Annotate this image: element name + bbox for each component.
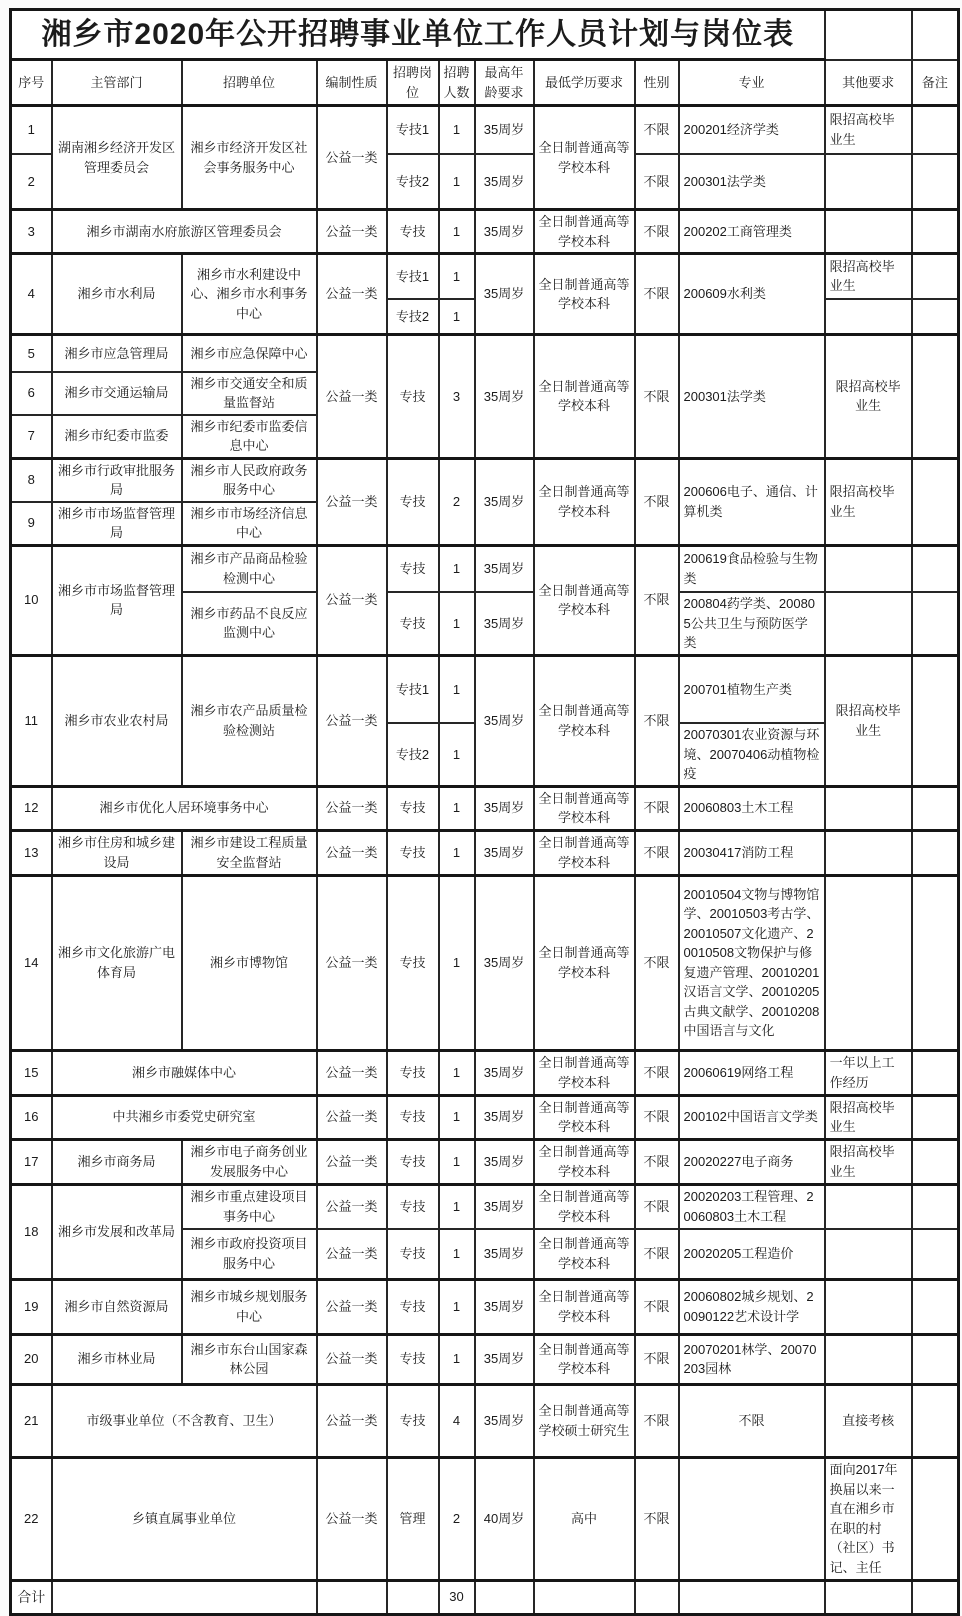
cell-unit: 湘乡市水利建设中心、湘乡市水利事务中心 <box>182 254 317 335</box>
table-row <box>11 1384 959 1457</box>
cell-age: 35周岁 <box>475 1184 534 1229</box>
cell-post: 专技 <box>387 1095 439 1139</box>
cell-type: 公益一类 <box>317 1229 387 1279</box>
cell-type: 公益一类 <box>317 830 387 875</box>
cell-department: 湘乡市纪委市监委 <box>52 415 182 459</box>
table-row <box>11 830 959 875</box>
cell-post: 专技 <box>387 335 439 459</box>
cell-note <box>912 875 959 1050</box>
cell-count: 2 <box>439 458 475 545</box>
cell-post: 专技 <box>387 1279 439 1334</box>
cell-unit: 湘乡市电子商务创业发展服务中心 <box>182 1139 317 1184</box>
cell-post: 专技1 <box>387 655 439 723</box>
cell-note <box>912 1457 959 1580</box>
cell-gender: 不限 <box>635 1384 679 1457</box>
cell-count: 1 <box>439 592 475 655</box>
cell-count: 2 <box>439 1457 475 1580</box>
cell-post: 专技 <box>387 458 439 545</box>
cell-education: 全日制普通高等学校本科 <box>534 830 635 875</box>
cell-note <box>912 1229 959 1279</box>
cell-other: 一年以上工作经历 <box>825 1050 912 1095</box>
cell-note <box>912 1279 959 1334</box>
cell-type: 公益一类 <box>317 1457 387 1580</box>
cell-count: 1 <box>439 545 475 592</box>
cell-gender: 不限 <box>635 655 679 786</box>
table-row <box>11 786 959 830</box>
cell-unit: 湘乡市人民政府政务服务中心 <box>182 458 317 502</box>
table-row <box>11 254 959 299</box>
cell-education: 全日制普通高等学校本科 <box>534 335 635 459</box>
table-row <box>11 1050 959 1095</box>
col-post: 招聘岗位 <box>387 60 439 106</box>
cell-note <box>912 1384 959 1457</box>
cell-major: 200301法学类 <box>679 154 825 210</box>
cell-serial: 5 <box>11 335 52 372</box>
cell-other: 限招高校毕业生 <box>825 106 912 154</box>
cell-post: 专技 <box>387 830 439 875</box>
cell-unit: 湘乡市城乡规划服务中心 <box>182 1279 317 1334</box>
cell-education: 全日制普通高等学校本科 <box>534 875 635 1050</box>
title-filler-cell <box>825 10 912 60</box>
cell-education: 全日制普通高等学校本科 <box>534 545 635 655</box>
cell-post: 专技 <box>387 786 439 830</box>
cell-major: 200301法学类 <box>679 335 825 459</box>
cell-department: 中共湘乡市委党史研究室 <box>52 1095 317 1139</box>
cell-note <box>912 1050 959 1095</box>
cell-major: 20020203工程管理、20060803土木工程 <box>679 1184 825 1229</box>
cell-age: 35周岁 <box>475 592 534 655</box>
cell-education: 全日制普通高等学校本科 <box>534 458 635 545</box>
cell-unit: 湘乡市纪委市监委信息中心 <box>182 415 317 459</box>
cell-count: 1 <box>439 1095 475 1139</box>
cell-count: 1 <box>439 723 475 786</box>
cell-department: 湘乡市市场监督管理局 <box>52 502 182 546</box>
col-unit: 招聘单位 <box>182 60 317 106</box>
cell-unit: 湘乡市市场经济信息中心 <box>182 502 317 546</box>
table-row <box>11 1139 959 1184</box>
cell-note <box>912 1580 959 1614</box>
cell-note <box>912 335 959 459</box>
cell-age: 35周岁 <box>475 154 534 210</box>
cell-type: 公益一类 <box>317 458 387 545</box>
cell-major: 200804药学类、200805公共卫生与预防医学类 <box>679 592 825 655</box>
cell-age <box>475 1580 534 1614</box>
cell-major: 20010504文物与博物馆学、20010503考古学、20010507文化遗产、20010508文物保护与修复遗产管理、20010201汉语言文学、20010205古典文献学、20010208中国语言与文化 <box>679 875 825 1050</box>
cell-gender: 不限 <box>635 154 679 210</box>
cell-count: 1 <box>439 299 475 335</box>
col-serial: 序号 <box>11 60 52 106</box>
cell-department: 湘乡市应急管理局 <box>52 335 182 372</box>
cell-major: 200102中国语言文学类 <box>679 1095 825 1139</box>
table-row <box>11 458 959 502</box>
table-row <box>11 1457 959 1580</box>
cell-department: 湘乡市发展和改革局 <box>52 1184 182 1279</box>
cell-department: 湘乡市市场监督管理局 <box>52 545 182 655</box>
cell-age: 35周岁 <box>475 1139 534 1184</box>
cell-other <box>825 830 912 875</box>
cell-major: 20060619网络工程 <box>679 1050 825 1095</box>
cell-department: 湘乡市商务局 <box>52 1139 182 1184</box>
cell-education: 全日制普通高等学校本科 <box>534 1229 635 1279</box>
cell-count: 1 <box>439 1279 475 1334</box>
table-row <box>11 335 959 372</box>
cell-note <box>912 545 959 592</box>
cell-education: 高中 <box>534 1457 635 1580</box>
cell-gender: 不限 <box>635 1050 679 1095</box>
cell-count: 1 <box>439 1229 475 1279</box>
header-row <box>11 60 959 106</box>
cell-age: 40周岁 <box>475 1457 534 1580</box>
cell-major: 20070201林学、20070203园林 <box>679 1334 825 1384</box>
cell-major: 20030417消防工程 <box>679 830 825 875</box>
cell-post: 专技 <box>387 1050 439 1095</box>
page-title: 湘乡市2020年公开招聘事业单位工作人员计划与岗位表 <box>11 10 825 60</box>
cell-serial: 1 <box>11 106 52 154</box>
cell-gender: 不限 <box>635 545 679 655</box>
cell-major: 200202工商管理类 <box>679 210 825 254</box>
cell-type: 公益一类 <box>317 1279 387 1334</box>
cell-education: 全日制普通高等学校本科 <box>534 1184 635 1229</box>
col-gender: 性别 <box>635 60 679 106</box>
cell-type: 公益一类 <box>317 1095 387 1139</box>
cell-post: 专技 <box>387 1229 439 1279</box>
cell-count: 1 <box>439 106 475 154</box>
cell-department: 湘乡市林业局 <box>52 1334 182 1384</box>
cell-note <box>912 1139 959 1184</box>
cell-age: 35周岁 <box>475 875 534 1050</box>
cell-department: 湘乡市行政审批服务局 <box>52 458 182 502</box>
cell-major: 200609水利类 <box>679 254 825 335</box>
cell-serial: 3 <box>11 210 52 254</box>
table-row <box>11 106 959 154</box>
cell-post <box>387 1580 439 1614</box>
cell-other <box>825 210 912 254</box>
cell-major <box>679 1457 825 1580</box>
table-row <box>11 545 959 592</box>
cell-unit: 湘乡市博物馆 <box>182 875 317 1050</box>
cell-other: 限招高校毕业生 <box>825 1095 912 1139</box>
cell-other <box>825 545 912 592</box>
cell-other <box>825 1279 912 1334</box>
cell-count: 1 <box>439 655 475 723</box>
table-row <box>11 1184 959 1229</box>
cell-education: 全日制普通高等学校本科 <box>534 786 635 830</box>
total-row <box>11 1580 959 1614</box>
cell-note <box>912 1095 959 1139</box>
col-establishment-type: 编制性质 <box>317 60 387 106</box>
cell-department: 乡镇直属事业单位 <box>52 1457 317 1580</box>
cell-total-label: 合计 <box>11 1580 52 1614</box>
cell-serial: 13 <box>11 830 52 875</box>
cell-count: 1 <box>439 1184 475 1229</box>
cell-other <box>825 1334 912 1384</box>
cell-gender: 不限 <box>635 875 679 1050</box>
cell-unit: 湘乡市应急保障中心 <box>182 335 317 372</box>
cell-note <box>912 154 959 210</box>
cell-gender: 不限 <box>635 1457 679 1580</box>
cell-other: 直接考核 <box>825 1384 912 1457</box>
cell-serial: 16 <box>11 1095 52 1139</box>
cell-unit: 湘乡市药品不良反应监测中心 <box>182 592 317 655</box>
cell-age: 35周岁 <box>475 1095 534 1139</box>
cell-department: 湖南湘乡经济开发区管理委员会 <box>52 106 182 210</box>
cell-unit: 湘乡市建设工程质量安全监督站 <box>182 830 317 875</box>
cell-department: 湘乡市水利局 <box>52 254 182 335</box>
cell-major: 20020227电子商务 <box>679 1139 825 1184</box>
cell-major: 20060803土木工程 <box>679 786 825 830</box>
cell-count: 1 <box>439 1334 475 1384</box>
cell-unit: 湘乡市产品商品检验检测中心 <box>182 545 317 592</box>
cell-count: 4 <box>439 1384 475 1457</box>
cell-type: 公益一类 <box>317 875 387 1050</box>
cell-post: 管理 <box>387 1457 439 1580</box>
cell-note <box>912 210 959 254</box>
cell-gender: 不限 <box>635 1095 679 1139</box>
cell-department: 湘乡市文化旅游广电体育局 <box>52 875 182 1050</box>
cell-serial: 20 <box>11 1334 52 1384</box>
title-row <box>11 10 959 60</box>
cell-count: 1 <box>439 154 475 210</box>
cell-department: 湘乡市交通运输局 <box>52 372 182 415</box>
cell-gender: 不限 <box>635 830 679 875</box>
cell-type: 公益一类 <box>317 786 387 830</box>
cell-note <box>912 1334 959 1384</box>
cell-post: 专技2 <box>387 154 439 210</box>
cell-post: 专技1 <box>387 254 439 299</box>
cell-gender: 不限 <box>635 1184 679 1229</box>
table-row <box>11 1279 959 1334</box>
cell-education: 全日制普通高等学校本科 <box>534 210 635 254</box>
cell-count: 3 <box>439 335 475 459</box>
cell-post: 专技 <box>387 210 439 254</box>
cell-type: 公益一类 <box>317 1384 387 1457</box>
cell-count: 1 <box>439 210 475 254</box>
cell-age: 35周岁 <box>475 210 534 254</box>
cell-other: 限招高校毕业生 <box>825 254 912 299</box>
cell-other: 面向2017年换届以来一直在湘乡市在职的村（社区）书记、主任 <box>825 1457 912 1580</box>
cell-serial: 18 <box>11 1184 52 1279</box>
cell-department: 市级事业单位（不含教育、卫生） <box>52 1384 317 1457</box>
cell-serial: 8 <box>11 458 52 502</box>
cell-age: 35周岁 <box>475 106 534 154</box>
cell-gender: 不限 <box>635 1279 679 1334</box>
cell-serial: 10 <box>11 545 52 655</box>
cell-serial: 2 <box>11 154 52 210</box>
cell-serial: 14 <box>11 875 52 1050</box>
cell-other: 限招高校毕业生 <box>825 1139 912 1184</box>
cell-age: 35周岁 <box>475 1279 534 1334</box>
cell-note <box>912 254 959 299</box>
cell-count: 1 <box>439 1050 475 1095</box>
cell-education: 全日制普通高等学校硕士研究生 <box>534 1384 635 1457</box>
cell-major: 20020205工程造价 <box>679 1229 825 1279</box>
cell-note <box>912 458 959 545</box>
cell-type: 公益一类 <box>317 1139 387 1184</box>
table-row <box>11 1334 959 1384</box>
cell-note <box>912 106 959 154</box>
cell-other <box>825 1184 912 1229</box>
cell-type: 公益一类 <box>317 335 387 459</box>
cell-other <box>825 592 912 655</box>
col-department: 主管部门 <box>52 60 182 106</box>
cell-department: 湘乡市优化人居环境事务中心 <box>52 786 317 830</box>
cell-note <box>912 830 959 875</box>
cell-unit: 湘乡市农产品质量检验检测站 <box>182 655 317 786</box>
cell-age: 35周岁 <box>475 254 534 335</box>
cell-serial: 11 <box>11 655 52 786</box>
cell-note <box>912 786 959 830</box>
cell-post: 专技 <box>387 1334 439 1384</box>
cell-education: 全日制普通高等学校本科 <box>534 1095 635 1139</box>
cell-gender: 不限 <box>635 1139 679 1184</box>
cell-gender: 不限 <box>635 106 679 154</box>
cell-post: 专技 <box>387 1139 439 1184</box>
cell-education: 全日制普通高等学校本科 <box>534 106 635 210</box>
cell-type: 公益一类 <box>317 1050 387 1095</box>
cell-unit: 湘乡市东台山国家森林公园 <box>182 1334 317 1384</box>
cell-age: 35周岁 <box>475 830 534 875</box>
cell-age: 35周岁 <box>475 655 534 786</box>
cell-count: 1 <box>439 786 475 830</box>
cell-type: 公益一类 <box>317 655 387 786</box>
cell-other: 限招高校毕业生 <box>825 335 912 459</box>
cell-post: 专技 <box>387 545 439 592</box>
cell-other <box>825 154 912 210</box>
cell-gender: 不限 <box>635 335 679 459</box>
cell-other <box>825 299 912 335</box>
cell-unit: 湘乡市经济开发区社会事务服务中心 <box>182 106 317 210</box>
cell-post: 专技 <box>387 1184 439 1229</box>
cell-education: 全日制普通高等学校本科 <box>534 1334 635 1384</box>
cell-type: 公益一类 <box>317 106 387 210</box>
cell-count: 1 <box>439 875 475 1050</box>
cell-count: 1 <box>439 830 475 875</box>
cell-type: 公益一类 <box>317 1184 387 1229</box>
cell-major <box>679 1580 825 1614</box>
cell-type <box>317 1580 387 1614</box>
table-row <box>11 1095 959 1139</box>
cell-type: 公益一类 <box>317 210 387 254</box>
cell-age: 35周岁 <box>475 786 534 830</box>
cell-serial: 15 <box>11 1050 52 1095</box>
cell-gender: 不限 <box>635 210 679 254</box>
cell-serial: 4 <box>11 254 52 335</box>
cell-gender: 不限 <box>635 1229 679 1279</box>
cell-serial: 17 <box>11 1139 52 1184</box>
col-other-requirements: 其他要求 <box>825 60 912 106</box>
cell-age: 35周岁 <box>475 335 534 459</box>
cell-other <box>825 1580 912 1614</box>
cell-note <box>912 592 959 655</box>
cell-gender: 不限 <box>635 786 679 830</box>
cell-major: 20070301农业资源与环境、20070406动植物检疫 <box>679 723 825 786</box>
cell-other: 限招高校毕业生 <box>825 655 912 786</box>
cell-total-count: 30 <box>439 1580 475 1614</box>
cell-note <box>912 299 959 335</box>
cell-department: 湘乡市湖南水府旅游区管理委员会 <box>52 210 317 254</box>
cell-note <box>912 655 959 786</box>
cell-age: 35周岁 <box>475 1334 534 1384</box>
cell-education: 全日制普通高等学校本科 <box>534 655 635 786</box>
cell-education: 全日制普通高等学校本科 <box>534 1279 635 1334</box>
cell-serial: 7 <box>11 415 52 459</box>
cell-age: 35周岁 <box>475 1229 534 1279</box>
cell-age: 35周岁 <box>475 1050 534 1095</box>
cell-age: 35周岁 <box>475 458 534 545</box>
table-row <box>11 655 959 723</box>
table-row <box>11 210 959 254</box>
cell-education: 全日制普通高等学校本科 <box>534 1050 635 1095</box>
cell-education: 全日制普通高等学校本科 <box>534 254 635 335</box>
cell-post: 专技 <box>387 875 439 1050</box>
cell-post: 专技2 <box>387 723 439 786</box>
cell-other <box>825 1229 912 1279</box>
cell-other <box>825 875 912 1050</box>
cell-gender: 不限 <box>635 458 679 545</box>
col-min-education: 最低学历要求 <box>534 60 635 106</box>
col-remarks: 备注 <box>912 60 959 106</box>
cell-gender <box>635 1580 679 1614</box>
cell-serial: 12 <box>11 786 52 830</box>
table-row <box>11 875 959 1050</box>
cell-unit: 湘乡市重点建设项目事务中心 <box>182 1184 317 1229</box>
cell-department: 湘乡市住房和城乡建设局 <box>52 830 182 875</box>
cell-post: 专技2 <box>387 299 439 335</box>
cell-major: 200619食品检验与生物类 <box>679 545 825 592</box>
title-filler-cell <box>912 10 959 60</box>
cell-other: 限招高校毕业生 <box>825 458 912 545</box>
cell-type: 公益一类 <box>317 545 387 655</box>
cell-count: 1 <box>439 1139 475 1184</box>
cell-other <box>825 786 912 830</box>
cell-education <box>534 1580 635 1614</box>
cell-department: 湘乡市农业农村局 <box>52 655 182 786</box>
cell-department <box>52 1580 317 1614</box>
col-major: 专业 <box>679 60 825 106</box>
cell-major: 200606电子、通信、计算机类 <box>679 458 825 545</box>
col-max-age: 最高年龄要求 <box>475 60 534 106</box>
cell-major: 200701植物生产类 <box>679 655 825 723</box>
cell-gender: 不限 <box>635 1334 679 1384</box>
cell-major: 200201经济学类 <box>679 106 825 154</box>
col-count: 招聘人数 <box>439 60 475 106</box>
cell-type: 公益一类 <box>317 1334 387 1384</box>
cell-type: 公益一类 <box>317 254 387 335</box>
cell-department: 湘乡市融媒体中心 <box>52 1050 317 1095</box>
cell-serial: 6 <box>11 372 52 415</box>
recruitment-plan-table <box>9 8 960 1616</box>
cell-age: 35周岁 <box>475 1384 534 1457</box>
cell-education: 全日制普通高等学校本科 <box>534 1139 635 1184</box>
cell-gender: 不限 <box>635 254 679 335</box>
cell-unit: 湘乡市交通安全和质量监督站 <box>182 372 317 415</box>
cell-serial: 19 <box>11 1279 52 1334</box>
cell-serial: 22 <box>11 1457 52 1580</box>
cell-serial: 21 <box>11 1384 52 1457</box>
cell-department: 湘乡市自然资源局 <box>52 1279 182 1334</box>
cell-count: 1 <box>439 254 475 299</box>
cell-serial: 9 <box>11 502 52 546</box>
cell-unit: 湘乡市政府投资项目服务中心 <box>182 1229 317 1279</box>
cell-note <box>912 1184 959 1229</box>
cell-major: 不限 <box>679 1384 825 1457</box>
cell-post: 专技 <box>387 1384 439 1457</box>
cell-post: 专技1 <box>387 106 439 154</box>
cell-age: 35周岁 <box>475 545 534 592</box>
cell-major: 20060802城乡规划、20090122艺术设计学 <box>679 1279 825 1334</box>
cell-post: 专技 <box>387 592 439 655</box>
